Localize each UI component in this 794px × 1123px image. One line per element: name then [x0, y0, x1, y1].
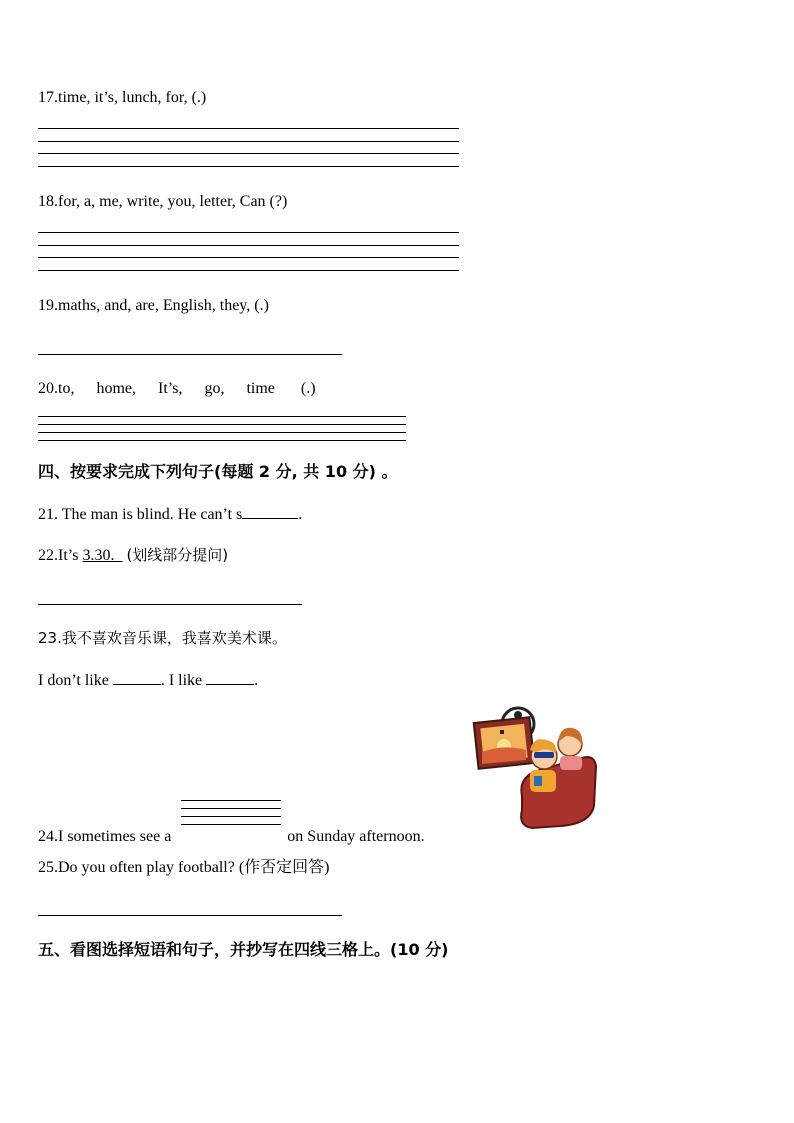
word: (.): [300, 380, 316, 397]
question-21: 21. The man is blind. He can’t s .: [38, 506, 303, 523]
answer-line[interactable]: [38, 915, 342, 916]
instruction-note: (划线部分提问): [126, 546, 229, 564]
word: home,: [96, 380, 136, 397]
word: to,: [58, 380, 75, 397]
writing-line[interactable]: [38, 424, 406, 425]
question-20: [38, 379, 316, 399]
writing-line[interactable]: [38, 166, 459, 167]
question-17: 17.time, it’s, lunch, for, (.): [38, 89, 207, 106]
writing-line[interactable]: [38, 257, 459, 258]
question-24: 24.I sometimes see a on Sunday afternoon.: [38, 815, 425, 847]
question-19: 19.maths, and, are, English, they, (.): [38, 297, 269, 314]
answer-blank[interactable]: [206, 670, 254, 685]
question-number: 20.: [38, 380, 58, 397]
writing-line[interactable]: [38, 432, 406, 433]
question-23-chinese: 23.我不喜欢音乐课，我喜欢美术课。: [38, 629, 287, 647]
question-25: 25.Do you often play football? (作否定回答): [38, 859, 330, 876]
section-5-title: 五、看图选择短语和句子，并抄写在四线三格上。(10 分): [38, 940, 449, 959]
section-4-title: 四、按要求完成下列句子(每题 2 分, 共 10 分) 。: [38, 462, 398, 481]
writing-line[interactable]: [38, 153, 459, 154]
question-18: 18.for, a, me, write, you, letter, Can (?): [38, 193, 288, 210]
answer-blank[interactable]: [242, 504, 298, 519]
question-23: I don’t like . I like .: [38, 672, 259, 689]
writing-line[interactable]: [38, 440, 406, 441]
word: It’s,: [158, 380, 183, 397]
writing-line[interactable]: [38, 141, 459, 142]
underlined-answer: 3.30.: [82, 547, 123, 564]
writing-lines[interactable]: [181, 815, 281, 845]
writing-line[interactable]: [38, 270, 459, 271]
writing-line[interactable]: [38, 128, 459, 129]
movie-watching-children-icon: [470, 706, 600, 830]
writing-line[interactable]: [38, 416, 406, 417]
answer-line[interactable]: [38, 604, 302, 605]
answer-line[interactable]: [38, 354, 342, 355]
question-22: 22.It’s 3.30. (划线部分提问): [38, 546, 229, 564]
word: go,: [204, 380, 225, 397]
word: time: [246, 380, 275, 397]
writing-line[interactable]: [38, 232, 459, 233]
answer-blank[interactable]: [113, 670, 161, 685]
writing-line[interactable]: [38, 245, 459, 246]
